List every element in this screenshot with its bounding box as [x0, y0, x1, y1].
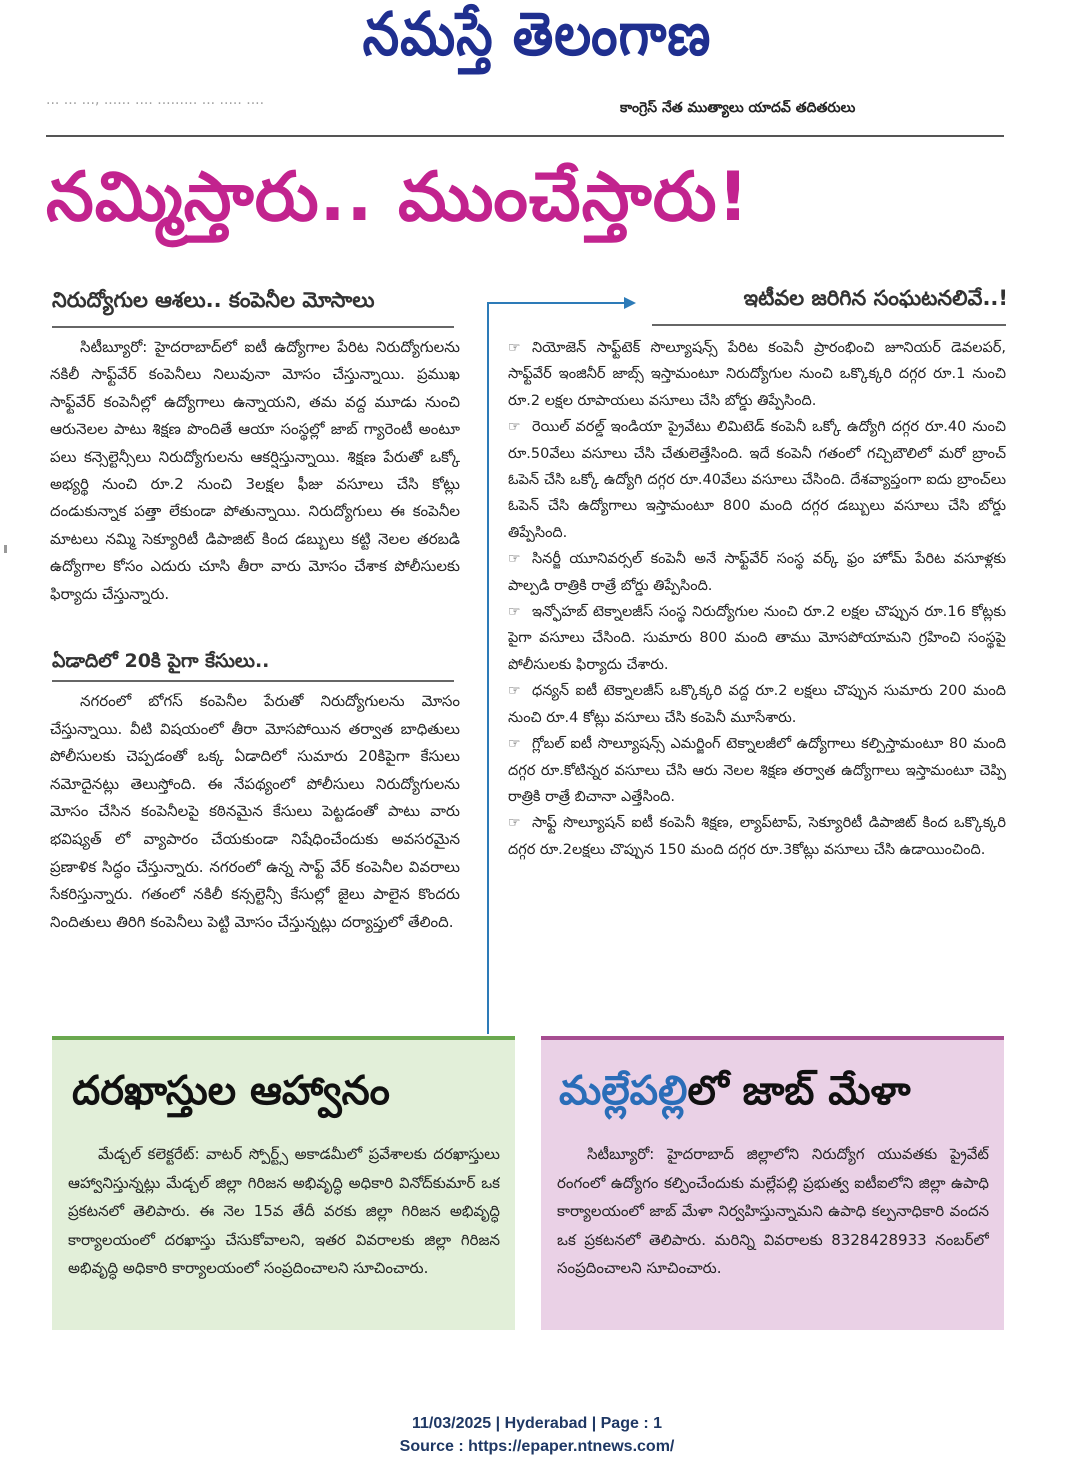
- pointing-hand-icon: ☞: [508, 683, 521, 700]
- list-item: [508, 599, 1006, 678]
- connector-line-horizontal: [487, 302, 627, 304]
- list-item: [508, 810, 1006, 863]
- job-mela-title-rest: లో జాబ్ మేళా: [687, 1068, 911, 1114]
- applications-notice-body: మేడ్చల్ కలెక్టరేట్: వాటర్ స్పోర్ట్స్ అకాడమీలో ప్రవేశాలకు దరఖాస్తులు ఆహ్వానిస్తున్నట్లు మేడ్చల్ జిల్లా గిరిజన అభివృద్ధి అధికారి వినోద్‌కుమార్ ఒక ప్రకటనలో తెలిపారు. ఈ నెల 15వ తేదీ వరకు జిల్లా గిరిజన అభివృద్ధి కార్యాలయంలో దరఖాస్తు చేసుకోవాలని, ఇతర వివరాలకు జిల్లా గిరిజన అభివృద్ధి అధికారి కార్యాలయంలో సంప్రదించాలని సూచించారు.: [68, 1145, 500, 1278]
- job-mela-title: [559, 1068, 999, 1126]
- list-item: [508, 414, 1006, 546]
- pointing-hand-icon: ☞: [508, 551, 521, 568]
- newspaper-logo: నమస్తే తెలంగాణ: [362, 0, 712, 70]
- incident-text: సినర్జీ యూనివర్సల్ కంపెనీ అనే సాఫ్ట్‌వేర్ సంస్థ వర్క్ ఫ్రం హోమ్ పేరిట వసూళ్లకు పాల్పడి రాత్రికి రాత్రే బోర్డు తిప్పేసింది.: [508, 551, 1006, 594]
- masthead: [0, 0, 1074, 82]
- main-headline: నమ్మిస్తారు.. ముంచేస్తారు!: [46, 158, 750, 237]
- incident-text: నియోజెన్ సాఫ్ట్‌టెక్ సొల్యూషన్స్ పేరిట కంపెనీ ప్రారంభించి జూనియర్ డెవలపర్, సాఫ్ట్‌వేర్ ఇంజినీర్ జాబ్స్ ఇస్తామంటూ నిరుద్యోగుల నుంచి ఒక్కొక్కరి దగ్గర రూ.1 నుంచి రూ.2 లక్షల రూపాయలు వసూలు చేసి బోర్డు తిప్పేసింది.: [508, 340, 1006, 409]
- pointing-hand-icon: ☞: [508, 340, 521, 356]
- list-item: [508, 678, 1006, 731]
- edition-info: 11/03/2025 | Hyderabad | Page : 1: [412, 1415, 662, 1432]
- applications-notice-box: [52, 1036, 515, 1330]
- incident-text: గ్లోబల్ ఐటీ సొల్యూషన్స్ ఎమర్జింగ్ టెక్నాలజీలో ఉద్యోగాలు కల్పిస్తామంటూ 80 మంది దగ్గర రూ.కోటిన్నర వసూలు చేసి ఆరు నెలల శిక్షణ తర్వాత ఉద్యోగాలు ఇస్తామంటూ చెప్పి రాత్రికి రాత్రే బిచానా ఎత్తేసింది.: [508, 736, 1006, 805]
- cut-off-caption: ... ... ..., ...... .... ......... ... ..... ....: [46, 92, 265, 106]
- incident-text: రెయిల్ వరల్డ్ ఇండియా ప్రైవేటు లిమిటెడ్ కంపెనీ ఒక్కో ఉద్యోగి దగ్గర రూ.40 నుంచి రూ.50వేలు వసూలు చేసి చేతులెత్తేసింది. ఇదే కంపెనీ గతంలో గచ్చిబౌలిలో మరో బ్రాంచ్ ఓపెన్ చేసి ఒక్కో ఉద్యోగి దగ్గర రూ.40వేలు వసూలు చేసింది. దేశవ్యాప్తంగా ఐదు బ్రాంచ్‌లు ఓపెన్ చేసి ఉద్యోగాలు ఇస్తామంటూ 800 మంది దగ్గర డబ్బులు వసూలు చేసి బోర్డు తిప్పేసింది.: [508, 419, 1006, 541]
- article-body-continued: నగరంలో బోగస్ కంపెనీల పేరుతో నిరుద్యోగులను మోసం చేస్తున్నాయి. వీటి విషయంలో తీరా మోసపోయిన తర్వాత బాధితులు పోలీసులకు చెప్పడంతో ఒక్క ఏడాదిలో సుమారు 20కిపైగా కేసులు నమోదైనట్లు తెలుస్తోంది. ఈ నేపథ్యంలో పోలీసులు నిరుద్యోగులను మోసం చేసిన కంపెనీలపై కఠినమైన కేసులు పెట్టడంతో పాటు వారు భవిష్యత్ లో వ్యాపారం చేయకుండా నిషేధించేందుకు అవసరమైన ప్రణాళిక సిద్ధం చేస్తున్నారు. నగరంలో ఉన్న సాఫ్ట్ వేర్ కంపెనీల వివరాలు సేకరిస్తున్నారు. గతంలో నకిలీ కన్సల్టెన్సీ కేసుల్లో జైలు పాలైన కొందరు నిందితులు తిరిగి కంపెనీలు పెట్టి మోసం చేస్తున్నట్లు దర్యాప్తులో తేలింది.: [50, 692, 460, 931]
- incident-text: సాఫ్ట్ సొల్యూషన్ ఐటీ కంపెనీ శిక్షణ, ల్యాప్‌టాప్, సెక్యూరిటీ డిపాజిట్ కింద ఒక్కొక్కరి దగ్గర రూ.2లక్షలు చొప్పున 150 మంది దగ్గర రూ.3కోట్లు వసూలు చేసి ఉడాయించింది.: [508, 815, 1006, 858]
- pointing-hand-icon: ☞: [508, 815, 521, 832]
- section-subheading-rule: [52, 680, 454, 682]
- job-mela-title-place: మల్లేపల్లి: [559, 1068, 688, 1114]
- margin-mark: [4, 545, 7, 553]
- list-item: [508, 335, 1006, 414]
- applications-notice-title: దరఖాస్తుల ఆహ్వానం: [72, 1068, 390, 1114]
- arrow-right-icon: [624, 297, 636, 309]
- right-subheading: ఇటీవల జరిగిన సంఘటనలివే..!: [743, 286, 1008, 310]
- connector-line-vertical: [487, 302, 489, 1034]
- pointing-hand-icon: ☞: [508, 604, 521, 621]
- list-item: [508, 731, 1006, 810]
- job-mela-box: [541, 1036, 1004, 1330]
- list-item: [508, 546, 1006, 599]
- incident-text: ఇన్ఫోహబ్ టెక్నాలజీస్ సంస్థ నిరుద్యోగుల నుంచి రూ.2 లక్షల చొప్పున రూ.16 కోట్లకు పైగా వసూలు చేసింది. సుమారు 800 మంది తాము మోసపోయామని గ్రహించి సంస్థపై పోలీసులకు ఫిర్యాదు చేశారు.: [508, 604, 1006, 673]
- page-footer: [0, 1412, 1074, 1458]
- incident-list: [508, 335, 1006, 1000]
- article-body: సిటీబ్యూరో: హైదరాబాద్‌లో ఐటీ ఉద్యోగాల పేరిట నిరుద్యోగులను నకిలీ సాఫ్ట్‌వేర్ కంపెనీలు నిలువునా మోసం చేస్తున్నాయి. ప్రముఖ సాఫ్ట్‌వేర్ కంపెనీల్లో ఉద్యోగాలు ఉన్నాయని, తమ వద్ద మూడు నుంచి ఆరునెలల పాటు శిక్షణ పొందితే ఆయా సంస్థల్లో జాబ్ గ్యారెంటీ అంటూ పలు కన్సెల్టెన్సీలు నిరుద్యోగులను ఆకర్షిస్తున్నాయి. శిక్షణ పేరుతో ఒక్కో అభ్యర్థి నుంచి రూ.2 నుంచి 3లక్షల ఫీజు వసూలు చేసి కోట్లు దండుకున్నాక పత్తా లేకుండా పోతున్నాయి. నిరుద్యోగులు ఈ కంపెనీల మాటలు నమ్మి సెక్యూరిటీ డిపాజిట్ కింద డబ్బులు కట్టి నెలల తరబడి ఉద్యోగాల కోసం ఎదురు చూసి తీరా వారు మోసం చేశాక పోలీసులకు ఫిర్యాదు చేస్తున్నారు.: [50, 338, 460, 603]
- incident-text: ధన్యన్ ఐటీ టెక్నాలజీస్ ఒక్కొక్కరి వద్ద రూ.2 లక్షలు చొప్పున సుమారు 200 మంది నుంచి రూ.4 కోట్లు వసూలు చేసి కంపెనీ మూసేశారు.: [508, 683, 1006, 726]
- job-mela-body: సిటీబ్యూరో: హైదరాబాద్ జిల్లాలోని నిరుద్యోగ యువతకు ప్రైవేట్ రంగంలో ఉద్యోగం కల్పించేందుకు మల్లేపల్లి ప్రభుత్వ ఐటీఐలోని జిల్లా ఉపాధి కార్యాలయంలో జాబ్ మేళా నిర్వహిస్తున్నామని ఉపాధి కల్పనాధికారి వందన ఒక ప్రకటనలో తెలిపారు. మరిన్ని వివరాలకు 8328428933 నంబర్‌లో సంప్రదించాలని సూచించారు.: [557, 1145, 989, 1278]
- pointing-hand-icon: ☞: [508, 736, 521, 753]
- right-subheading-rule: [652, 324, 1006, 326]
- left-subheading: నిరుద్యోగుల ఆశలు.. కంపెనీల మోసాలు: [52, 288, 375, 312]
- pointing-hand-icon: ☞: [508, 419, 521, 436]
- section-subheading: ఏడాదిలో 20కి పైగా కేసులు..: [52, 650, 270, 672]
- top-divider: [46, 135, 1004, 137]
- photo-caption: కాంగ్రెస్ నేత ముత్యాలు యాదవ్ తదితరులు: [620, 100, 856, 116]
- source-link[interactable]: Source : https://epaper.ntnews.com/: [399, 1438, 675, 1455]
- left-subheading-rule: [52, 326, 454, 328]
